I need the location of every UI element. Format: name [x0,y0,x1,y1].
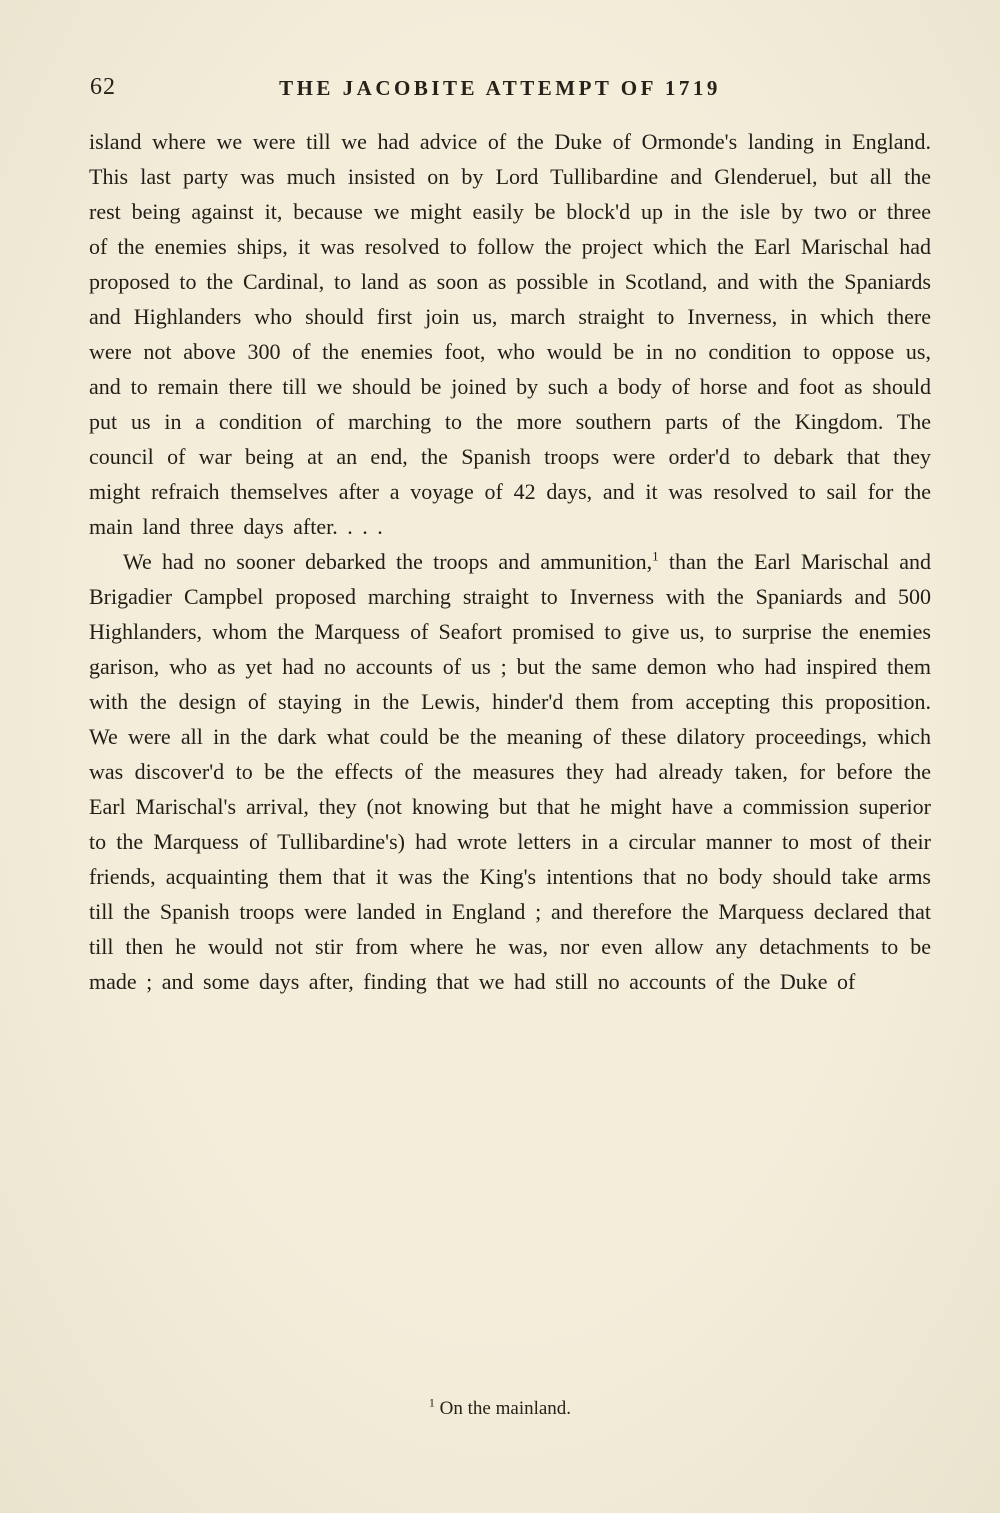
paragraph-1-text: island where we were till we had advice of the Duke of Ormonde's landing in England. This last party was much insisted on by Lord Tullibardine and Glenderuel, but all the rest being against it, because we might easily be block'd up in the isle by two or three of the enemies ships, it was resolved to follow the project which the Earl Marischal had proposed to the Cardinal, to land as soon as possible in Scotland, and with the Spaniards and Highlanders who should first join us, march straight to Inverness, in which there were not above 300 of the enemies foot, who would be in no condition to oppose us, and to remain there till we should be joined by such a body of horse and foot as should put us in a condition of marching to the more southern parts of the Kingdom. The council of war being at an end, the Spanish troops were order'd to debark that they might refraich themselves after a voyage of 42 days, and it was resolved to sail for the main land three days after. . . . [89,129,931,539]
paragraph-2-text-before-footnote: We had no sooner debarked the troops and ammunition, [123,549,653,574]
running-head [0,74,1000,104]
paragraph-2 [89,544,931,999]
body-text [89,124,931,999]
footnote [0,1395,1000,1420]
footnote-reference: 1 [652,548,659,564]
footnote-marker: 1 [428,1395,435,1410]
running-head-title: THE JACOBITE ATTEMPT OF 1719 [279,76,721,100]
page-number: 62 [90,74,116,100]
footnote-text: On the mainland. [434,1398,572,1419]
paragraph-2-text-after-footnote: than the Earl Marischal and Brigadier Campbel proposed marching straight to Inverness with the Spaniards and 500 Highlanders, whom the Marquess of Seafort promised to give us, to surprise the enemies garison, who as yet had no accounts of us ; but the same demon who had inspired them with the design of staying in the Lewis, hinder'd them from accepting this proposition. We were all in the dark what could be the meaning of these dilatory proceedings, which was discover'd to be the effects of the measures they had already taken, for before the Earl Marischal's arrival, they (not knowing but that he might have a commission superior to the Marquess of Tullibardine's) had wrote letters in a circular manner to most of their friends, acquainting them that it was the King's intentions that no body should take arms till the Spanish troops were landed in England ; and therefore the Marquess declared that till then he would not stir from where he was, nor even allow any detachments to be made ; and some days after, finding that we had still no accounts of the Duke of [89,549,931,994]
paragraph-1 [89,124,931,544]
